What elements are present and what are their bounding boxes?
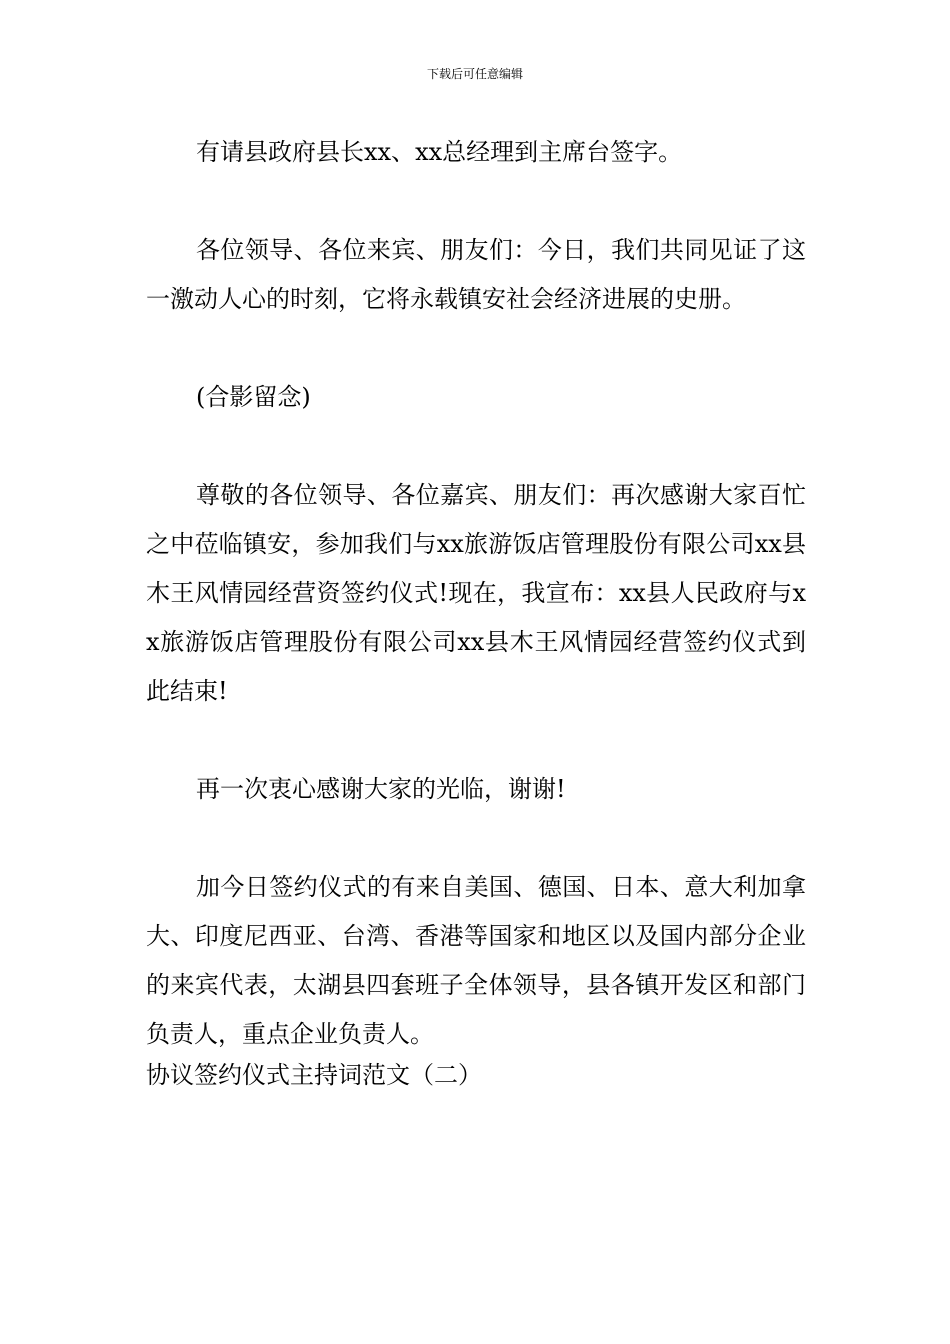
paragraph-attendees: 加今日签约仪式的有来自美国、德国、日本、意大利加拿大、印度尼西亚、台湾、香港等国家和地区以及国内部分企业的来宾代表，太湖县四套班子全体领导，县各镇开发区和部门负责人，重点企业负责人。 bbox=[146, 873, 806, 1048]
paragraph-gap bbox=[146, 324, 806, 373]
document-body bbox=[146, 128, 806, 1093]
paragraph-signing-invitation: 有请县政府县长xx、xx总经理到主席台签字。 bbox=[196, 138, 683, 166]
paragraph-gap bbox=[146, 422, 806, 471]
paragraph-gap bbox=[146, 177, 806, 226]
paragraph-gap bbox=[146, 814, 806, 863]
paragraph-gap bbox=[146, 716, 806, 765]
page-header-note: 下载后可任意编辑 bbox=[426, 67, 523, 81]
paragraph-thanks: 再一次衷心感谢大家的光临，谢谢! bbox=[196, 775, 566, 803]
paragraph-witness-moment: 各位领导、各位来宾、朋友们：今日，我们共同见证了这一激动人心的时刻，它将永载镇安社会经济进展的史册。 bbox=[146, 236, 806, 313]
section-title: 协议签约仪式主持词范文（二） bbox=[146, 1061, 482, 1089]
paragraph-group-photo: (合影留念) bbox=[196, 383, 311, 411]
paragraph-closing-announcement: 尊敬的各位领导、各位嘉宾、朋友们：再次感谢大家百忙之中莅临镇安，参加我们与xx旅游饭店管理股份有限公司xx县木王风情园经营资签约仪式!现在，我宣布：xx县人民政府与xx旅游饭店管理股份有限公司xx县木王风情园经营签约仪式到此结束! bbox=[146, 481, 806, 705]
